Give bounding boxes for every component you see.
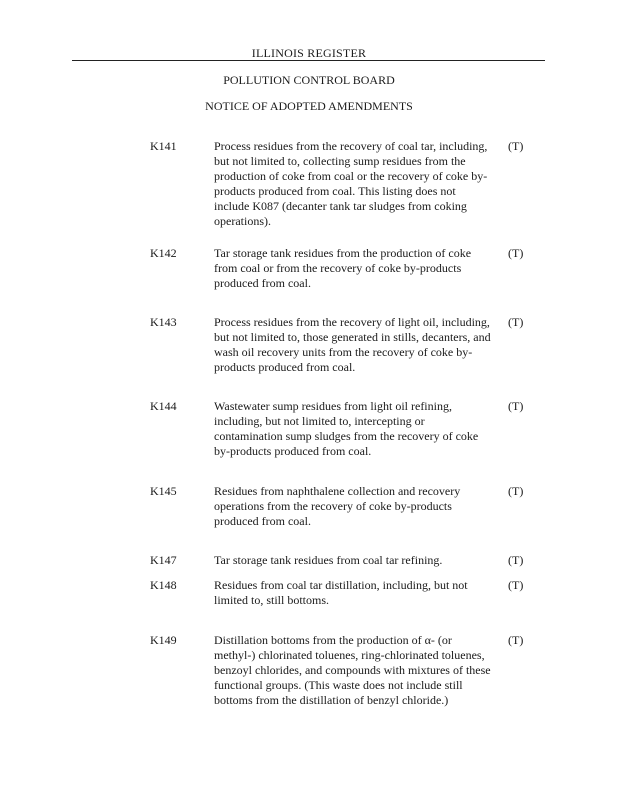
header-rule — [72, 60, 545, 61]
waste-description: Tar storage tank residues from the production of coke from coal or from the recovery of coke by-products produced from coal. — [214, 246, 472, 290]
waste-entry-k148 — [0, 578, 618, 608]
waste-code: K149 — [150, 633, 177, 647]
waste-description: Wastewater sump residues from light oil refining, including, but not limited to, intercepting or contamination sump sludges from the recovery of coke by-products produced from coal. — [214, 399, 479, 458]
waste-entry-k144 — [0, 399, 618, 459]
waste-code: K145 — [150, 484, 177, 498]
agency-name: POLLUTION CONTROL BOARD — [223, 73, 395, 87]
hazard-code: (T) — [508, 139, 524, 153]
waste-entry-k142 — [0, 246, 618, 291]
hazard-code: (T) — [508, 578, 524, 592]
waste-entry-k145 — [0, 484, 618, 529]
notice-title: NOTICE OF ADOPTED AMENDMENTS — [205, 99, 413, 113]
waste-code: K143 — [150, 315, 177, 329]
hazard-code: (T) — [508, 633, 524, 647]
hazard-code: (T) — [508, 246, 524, 260]
waste-description: Residues from coal tar distillation, including, but not limited to, still bottoms. — [214, 578, 468, 607]
waste-code: K142 — [150, 246, 177, 260]
waste-code: K144 — [150, 399, 177, 413]
waste-entry-k147 — [0, 553, 618, 568]
hazard-code: (T) — [508, 553, 524, 567]
waste-description: Tar storage tank residues from coal tar refining. — [214, 553, 443, 567]
waste-entry-k141 — [0, 139, 618, 229]
waste-code: K147 — [150, 553, 177, 567]
waste-entry-k143 — [0, 315, 618, 375]
waste-description: Distillation bottoms from the production of α- (or methyl-) chlorinated toluenes, ring-chlorinated toluenes, benzoyl chlorides, and compounds with mixtures of these functional groups. (This waste does not include still bottoms from the distillation of benzyl chloride.) — [214, 633, 491, 707]
waste-code: K141 — [150, 139, 177, 153]
waste-description: Process residues from the recovery of light oil, including, but not limited to, those generated in stills, decanters, and wash oil recovery units from the recovery of coke by- products produced from coal. — [214, 315, 491, 374]
waste-listing — [0, 139, 618, 708]
hazard-code: (T) — [508, 315, 524, 329]
waste-entry-k149 — [0, 633, 618, 708]
waste-description: Process residues from the recovery of coal tar, including, but not limited to, collecting sump residues from the production of coke from coal or the recovery of coke by- products produced from coal. This listing does not include K087 (decanter tank tar sludges from coking operations). — [214, 139, 488, 228]
hazard-code: (T) — [508, 399, 524, 413]
waste-code: K148 — [150, 578, 177, 592]
hazard-code: (T) — [508, 484, 524, 498]
waste-description: Residues from naphthalene collection and recovery operations from the recovery of coke by-products produced from coal. — [214, 484, 461, 528]
register-title: ILLINOIS REGISTER — [251, 46, 367, 60]
